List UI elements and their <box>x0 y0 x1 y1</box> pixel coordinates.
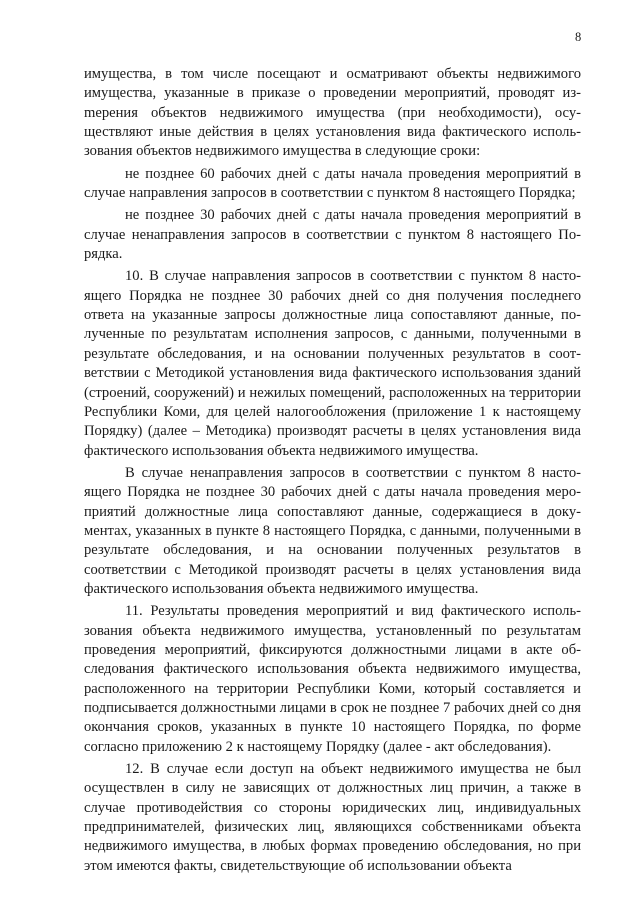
paragraph-deadline-30-days: не позднее 30 рабочих дней с даты начала проведения мероприятий в случае ненаправления запросов в соответствии с пунктом 8 настоящего Порядка. <box>84 207 581 263</box>
paragraph-item-11: 11. Результаты проведения мероприятий и вид фактического использования объекта недвижимого имущества, установленный по результатам проведения мероприятий, фиксируются должностными лицами в акте обследования фактического использования объекта недвижимого имущества, расположенного на территории Республики Коми, который составляется и подписывается должностными лицами в срок не позднее 7 рабочих дней со дня окончания сроков, указанных в пункте 10 настоящего Порядка, по форме согласно приложению 2 к настоящему Порядку (далее - акт обследования). <box>84 603 581 755</box>
page-number: 8 <box>575 30 582 44</box>
paragraph-item-10: 10. В случае направления запросов в соответствии с пунктом 8 настоящего Порядка не позднее 30 рабочих дней со дня получения последнего ответа на указанные запросы должностные лица сопоставляют данные, полученные по результатам исполнения запросов, с данными, полученными в результате обследования, и на основании полученных результатов в соответствии с Методикой установления вида фактического использования зданий (строений, сооружений) и нежилых помещений, расположенных на территории Республики Коми, для целей налогообложения (приложение 1 к настоящему Порядку) (далее – Методика) производят расчеты в целях установления вида фактического использования объекта недвижимого имущества. <box>84 268 581 459</box>
paragraph-continuation: имущества, в том числе посещают и осматривают объекты недвижимого имущества, указанные в приказе о проведении мероприятий, проводят изmерения объектов недвижимого имущества (при необходимости), осуществляют иные действия в целях установления вида фактического использования объектов недвижимого имущества в следующие сроки: <box>84 66 581 160</box>
document-body <box>84 65 581 879</box>
paragraph-item-12: 12. В случае если доступ на объект недвижимого имущества не был осуществлен в силу не зависящих от должностных лиц причин, а также в случае противодействия со стороны юридических лиц, индивидуальных предпринимателей, физических лиц, являющихся собственниками объекта недвижимого имущества, в любых формах проведению обследования, но при этом имеются факты, свидетельствующие об использовании объекта <box>84 761 581 874</box>
paragraph-item-10-no-requests: В случае ненаправления запросов в соответствии с пунктом 8 настоящего Порядка не позднее 30 рабочих дней с даты начала проведения мероприятий должностные лица сопоставляют данные, содержащиеся в документах, указанных в пункте 8 настоящего Порядка, с данными, полученными в результате обследования, и на основании полученных результатов в соответствии с Методикой производят расчеты в целях установления вида фактического использования объекта недвижимого имущества. <box>84 464 581 597</box>
paragraph-deadline-60-days: не позднее 60 рабочих дней с даты начала проведения мероприятий в случае направления запросов в соответствии с пунктом 8 настоящего Порядка; <box>84 165 581 202</box>
